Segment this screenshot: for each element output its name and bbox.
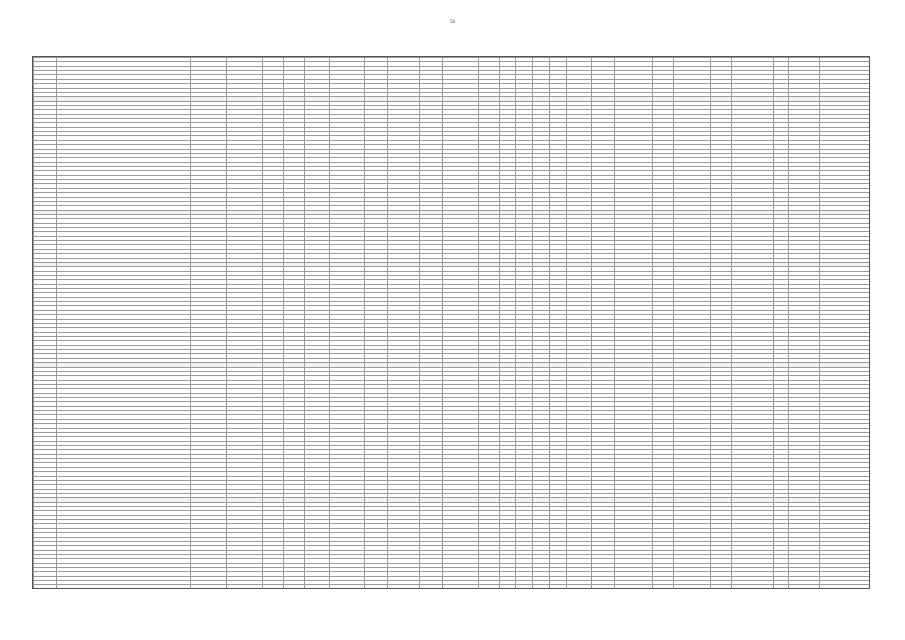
data-table-sheet (32, 56, 870, 589)
data-table (33, 57, 870, 589)
page-number: 56 (450, 20, 455, 25)
table-body (34, 58, 871, 590)
